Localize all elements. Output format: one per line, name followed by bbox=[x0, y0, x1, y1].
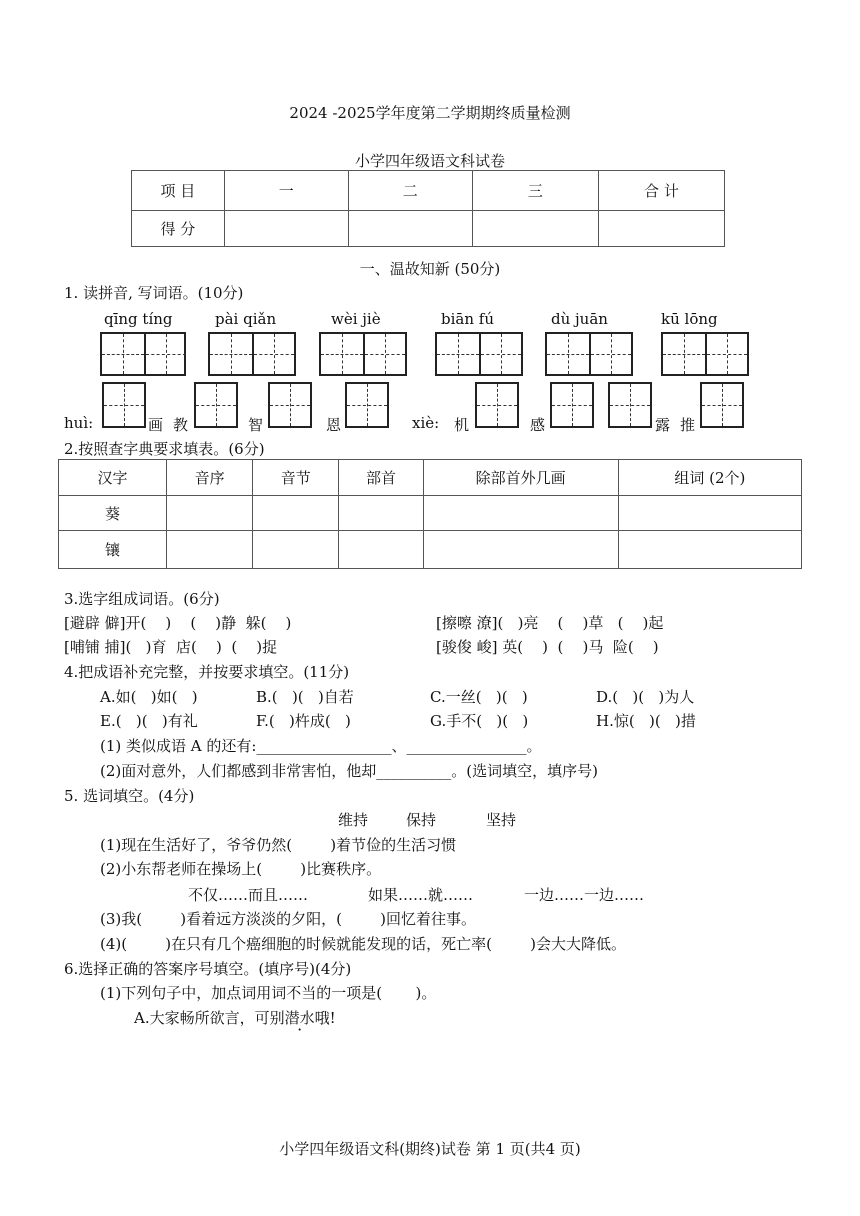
dict-header: 部首 bbox=[339, 460, 423, 496]
section1-title: 一、温故知新 (50分) bbox=[359, 260, 501, 278]
dict-cell[interactable] bbox=[166, 496, 252, 531]
dict-header: 音序 bbox=[166, 460, 252, 496]
single-writing-grid[interactable] bbox=[102, 382, 146, 428]
idiom-item: E.( )( )有礼 bbox=[100, 712, 198, 730]
dict-cell[interactable] bbox=[253, 531, 339, 569]
word-option: 保持 bbox=[406, 811, 437, 829]
q5-sentence: (3)我( )看着远方淡淡的夕阳，( )回忆着往事。 bbox=[100, 910, 476, 928]
char-label: 画 bbox=[148, 416, 164, 434]
writing-grid[interactable] bbox=[319, 332, 407, 376]
idiom-item: F.( )杵成( ) bbox=[256, 712, 351, 730]
dict-header: 音节 bbox=[253, 460, 339, 496]
pinyin-label: kū lōng bbox=[661, 310, 718, 328]
q2-title: 2.按照查字典要求填表。(6分) bbox=[64, 440, 265, 458]
dict-cell[interactable] bbox=[423, 496, 618, 531]
dictionary-table bbox=[58, 459, 802, 569]
char-label: 恩 bbox=[326, 416, 342, 434]
pinyin-label: dù juān bbox=[551, 310, 608, 328]
dict-header: 除部首外几画 bbox=[423, 460, 618, 496]
q3-title: 3.选字组成词语。(6分) bbox=[64, 590, 220, 608]
char-label: 教 bbox=[173, 416, 189, 434]
word-option: 坚持 bbox=[486, 811, 517, 829]
char-label: 机 bbox=[454, 416, 470, 434]
word-option: 维持 bbox=[338, 811, 369, 829]
score-cell[interactable] bbox=[598, 211, 724, 247]
single-writing-grid[interactable] bbox=[268, 382, 312, 428]
dict-cell[interactable] bbox=[618, 496, 801, 531]
idiom-item: H.惊( )( )措 bbox=[596, 712, 696, 730]
q4-title: 4.把成语补充完整，并按要求填空。(11分) bbox=[64, 663, 350, 681]
writing-grid[interactable] bbox=[545, 332, 633, 376]
dict-cell[interactable] bbox=[339, 496, 423, 531]
dict-header: 组词 (2个) bbox=[618, 460, 801, 496]
option-a-text: A.大家畅所欲言，可别 bbox=[134, 1009, 285, 1027]
exam-subtitle: 小学四年级语文科试卷 bbox=[354, 152, 505, 170]
score-header-one: 一 bbox=[224, 171, 348, 211]
dict-cell[interactable] bbox=[339, 531, 423, 569]
score-header-three: 三 bbox=[472, 171, 598, 211]
writing-grid[interactable] bbox=[435, 332, 523, 376]
char-label: 智 bbox=[248, 416, 264, 434]
score-header-total: 合 计 bbox=[598, 171, 724, 211]
dict-cell[interactable] bbox=[166, 531, 252, 569]
hui-label: huì: bbox=[64, 414, 94, 432]
q5-sentence: (1)现在生活好了，爷爷仍然( )着节俭的生活习惯 bbox=[100, 836, 457, 854]
writing-grid[interactable] bbox=[661, 332, 749, 376]
q3-line: [擦嚓 潦]( )亮 ( )草 ( )起 bbox=[436, 614, 664, 632]
exam-title: 2024 -2025学年度第二学期期终质量检测 bbox=[289, 104, 571, 122]
q1-title: 1. 读拼音, 写词语。(10分) bbox=[64, 284, 244, 302]
q5-title: 5. 选词填空。(4分) bbox=[64, 787, 195, 805]
dict-cell[interactable] bbox=[253, 496, 339, 531]
char-label: 推 bbox=[680, 416, 696, 434]
single-writing-grid[interactable] bbox=[608, 382, 652, 428]
idiom-item: C.一丝( )( ) bbox=[430, 688, 528, 706]
dict-char: 镶 bbox=[59, 531, 167, 569]
q6-title: 6.选择正确的答案序号填空。(填序号)(4分) bbox=[64, 960, 352, 978]
q3-line: [避辟 僻]开( ) ( )静 躲( ) bbox=[64, 614, 292, 632]
q4-sub1: (1) 类似成语 A 的还有:__________________、________________。 bbox=[100, 737, 542, 755]
page-footer: 小学四年级语文科(期终)试卷 第 1 页(共4 页) bbox=[279, 1140, 581, 1158]
single-writing-grid[interactable] bbox=[700, 382, 744, 428]
pinyin-label: wèi jiè bbox=[331, 310, 381, 328]
single-writing-grid[interactable] bbox=[475, 382, 519, 428]
pinyin-label: qīng tíng bbox=[104, 310, 173, 328]
writing-grid[interactable] bbox=[208, 332, 296, 376]
score-header-item: 项 目 bbox=[132, 171, 225, 211]
q3-line: [哺铺 捕]( )育 店( ) ( )捉 bbox=[64, 638, 278, 656]
pinyin-label: biān fú bbox=[441, 310, 494, 328]
dict-header: 汉字 bbox=[59, 460, 167, 496]
dict-cell[interactable] bbox=[423, 531, 618, 569]
word-option: 一边……一边…… bbox=[524, 886, 645, 904]
single-writing-grid[interactable] bbox=[345, 382, 389, 428]
writing-grid[interactable] bbox=[100, 332, 186, 376]
q6-option-a bbox=[134, 1007, 336, 1028]
score-cell[interactable] bbox=[472, 211, 598, 247]
score-row-label: 得 分 bbox=[132, 211, 225, 247]
dict-char: 葵 bbox=[59, 496, 167, 531]
q6-sentence: (1)下列句子中，加点词用词不当的一项是( )。 bbox=[100, 984, 437, 1002]
q5-sentence: (2)小东帮老师在操场上( )比赛秩序。 bbox=[100, 860, 382, 878]
xie-label: xiè: bbox=[412, 414, 440, 432]
emphasized-word: 潜水 bbox=[284, 1009, 315, 1027]
word-option: 不仅……而且…… bbox=[188, 886, 309, 904]
idiom-item: A.如( )如( ) bbox=[100, 688, 198, 706]
char-label: 感 bbox=[530, 416, 546, 434]
char-label: 露 bbox=[655, 416, 671, 434]
idiom-item: D.( )( )为人 bbox=[596, 688, 695, 706]
single-writing-grid[interactable] bbox=[550, 382, 594, 428]
score-table bbox=[131, 170, 725, 247]
dict-cell[interactable] bbox=[618, 531, 801, 569]
score-cell[interactable] bbox=[224, 211, 348, 247]
q5-sentence: (4)( )在只有几个癌细胞的时候就能发现的话，死亡率( )会大大降低。 bbox=[100, 935, 626, 953]
score-cell[interactable] bbox=[348, 211, 472, 247]
q4-sub2: (2)面对意外，人们都感到非常害怕，他却__________。(选词填空，填序号) bbox=[100, 762, 598, 780]
pinyin-label: pài qiǎn bbox=[215, 310, 277, 328]
option-a-end: 哦! bbox=[314, 1009, 336, 1027]
single-writing-grid[interactable] bbox=[194, 382, 238, 428]
word-option: 如果……就…… bbox=[368, 886, 474, 904]
score-header-two: 二 bbox=[348, 171, 472, 211]
idiom-item: G.手不( )( ) bbox=[430, 712, 529, 730]
idiom-item: B.( )( )自若 bbox=[256, 688, 354, 706]
q3-line: [骏俊 峻] 英( ) ( )马 险( ) bbox=[436, 638, 659, 656]
